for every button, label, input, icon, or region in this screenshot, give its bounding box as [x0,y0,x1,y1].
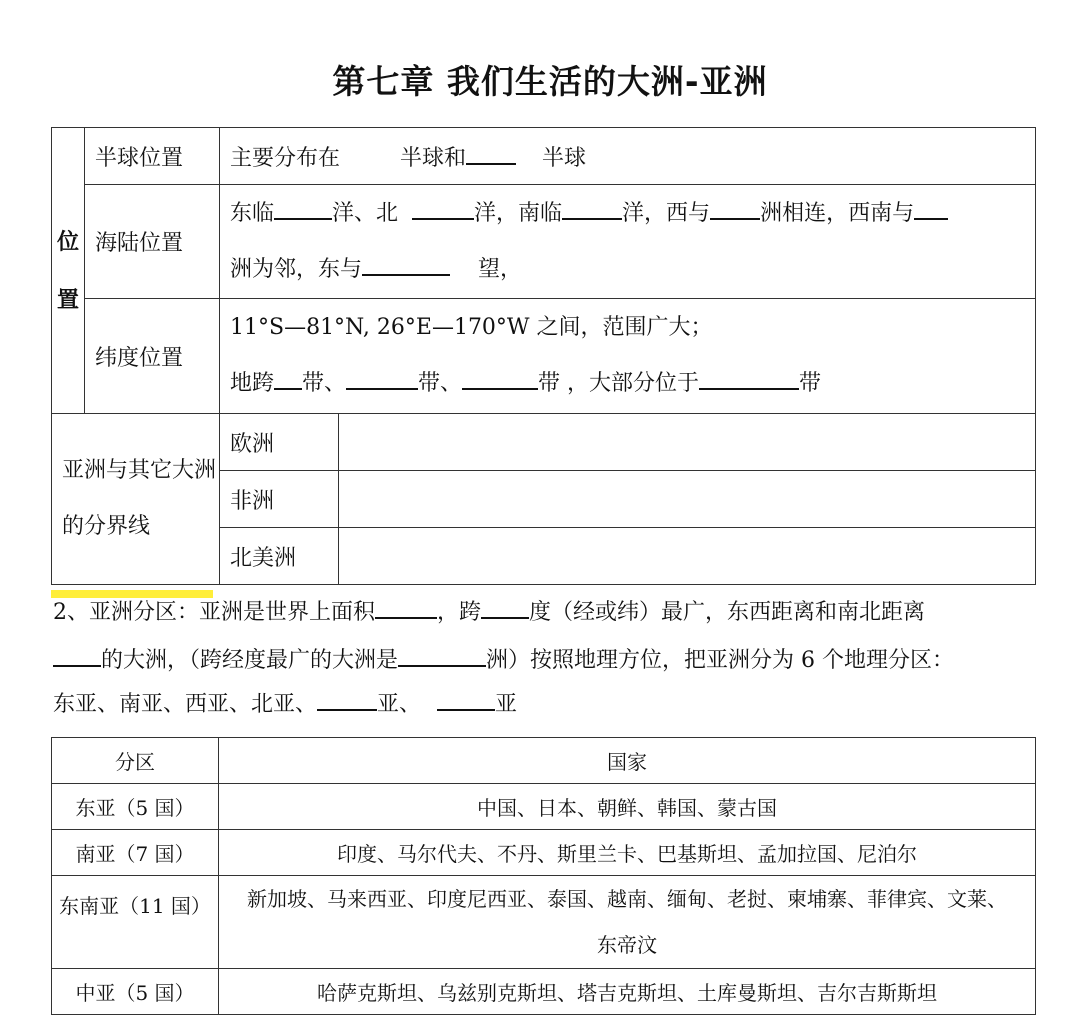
text-fragment: 洋，西与 [622,200,711,226]
text-fragment: 洲为邻，东与 [230,256,363,282]
countries-cell [219,876,1036,969]
text-fragment: 带、 [418,371,463,396]
text-fragment: 带、 [302,371,347,396]
row-label-hemisphere: 半球位置 [85,128,220,185]
text-fragment: 度（经或纬）最广，东西距离和南北距离 [529,600,926,625]
fill-blank[interactable] [462,366,538,390]
fill-blank[interactable] [481,595,529,619]
fill-blank[interactable] [375,595,437,619]
group-label-char-1: 位 [56,228,79,255]
countries-cell: 哈萨克斯坦、乌兹别克斯坦、塔吉克斯坦、土库曼斯坦、吉尔吉斯斯坦 [219,969,1036,1015]
text-fragment: 半球 [542,145,587,171]
fill-blank[interactable] [274,366,302,390]
boundary-row-africa: 非洲 [220,471,339,528]
fill-blank[interactable] [362,252,450,276]
text-fragment: ，跨 [437,600,482,625]
latitude-range-text: 11°S—81°N, 26°E—170°W 之间，范围广大； [230,315,713,340]
fill-blank[interactable] [317,687,377,711]
text-fragment: 洋，南临 [474,200,563,226]
text-fragment: 带 ，大部分位于 [538,371,700,396]
position-table [51,127,1036,585]
hemisphere-content [220,128,1036,185]
text-fragment: 洲）按照地理方位，把亚洲分为 6 个地理分区： [486,648,955,673]
row-label-sea-land: 海陆位置 [85,185,220,299]
fill-blank[interactable] [914,196,948,220]
fill-blank[interactable] [562,196,622,220]
countries-cell: 印度、马尔代夫、不丹、斯里兰卡、巴基斯坦、孟加拉国、尼泊尔 [219,830,1036,876]
text-fragment: 东临 [230,200,275,226]
section2-line1 [53,590,1053,635]
fill-blank[interactable] [466,141,516,165]
row-label-latitude: 纬度位置 [85,299,220,414]
boundary-answer-europe[interactable] [339,414,1036,471]
text-fragment: 望， [478,256,523,282]
fill-blank[interactable] [274,196,332,220]
latitude-content [220,299,1036,414]
boundary-row-europe: 欧洲 [220,414,339,471]
countries-line: 东帝汶 [597,933,657,957]
text-fragment: 东亚、南亚、西亚、北亚、 [53,692,318,717]
header-countries: 国家 [219,738,1036,784]
boundary-row-north-america: 北美洲 [220,528,339,585]
region-cell: 中亚（5 国） [52,969,219,1015]
section2-line2 [53,638,1053,683]
fill-blank[interactable] [53,643,101,667]
page-title: 第七章 我们生活的大洲-亚洲 [332,62,768,101]
fill-blank[interactable] [412,196,474,220]
fill-blank[interactable] [346,366,418,390]
header-region: 分区 [52,738,219,784]
text-fragment: 亚 [495,692,518,717]
boundary-answer-north-america[interactable] [339,528,1036,585]
text-fragment: 带 [799,371,822,396]
region-cell: 东亚（5 国） [52,784,219,830]
fill-blank[interactable] [710,196,760,220]
text-fragment: 地跨 [230,371,275,396]
position-group-label [52,128,85,414]
fill-blank[interactable] [437,687,495,711]
text-fragment: 洲相连，西南与 [760,200,915,226]
text-fragment: 半球和 [400,145,467,171]
text-fragment: 的大洲，（跨经度最广的大洲是 [101,648,399,673]
countries-cell: 中国、日本、朝鲜、韩国、蒙古国 [219,784,1036,830]
boundary-label: 亚洲与其它大洲的分界线 [52,414,220,585]
boundary-answer-africa[interactable] [339,471,1036,528]
text-fragment: 洋、北 [332,200,399,226]
section2-line3 [53,682,1053,727]
sea-land-content [220,185,1036,299]
fill-blank[interactable] [398,643,486,667]
group-label-char-2: 置 [56,286,79,313]
text-fragment: 主要分布在 [230,145,341,171]
region-cell: 东南亚（11 国） [52,876,219,969]
text-fragment: 亚、 [377,692,422,717]
countries-line: 新加坡、马来西亚、印度尼西亚、泰国、越南、缅甸、老挝、柬埔寨、菲律宾、文莱、 [247,887,1007,911]
region-table [51,737,1036,1015]
fill-blank[interactable] [699,366,799,390]
region-cell: 南亚（7 国） [52,830,219,876]
text-fragment: 2、亚洲分区：亚洲是世界上面积 [53,600,375,625]
